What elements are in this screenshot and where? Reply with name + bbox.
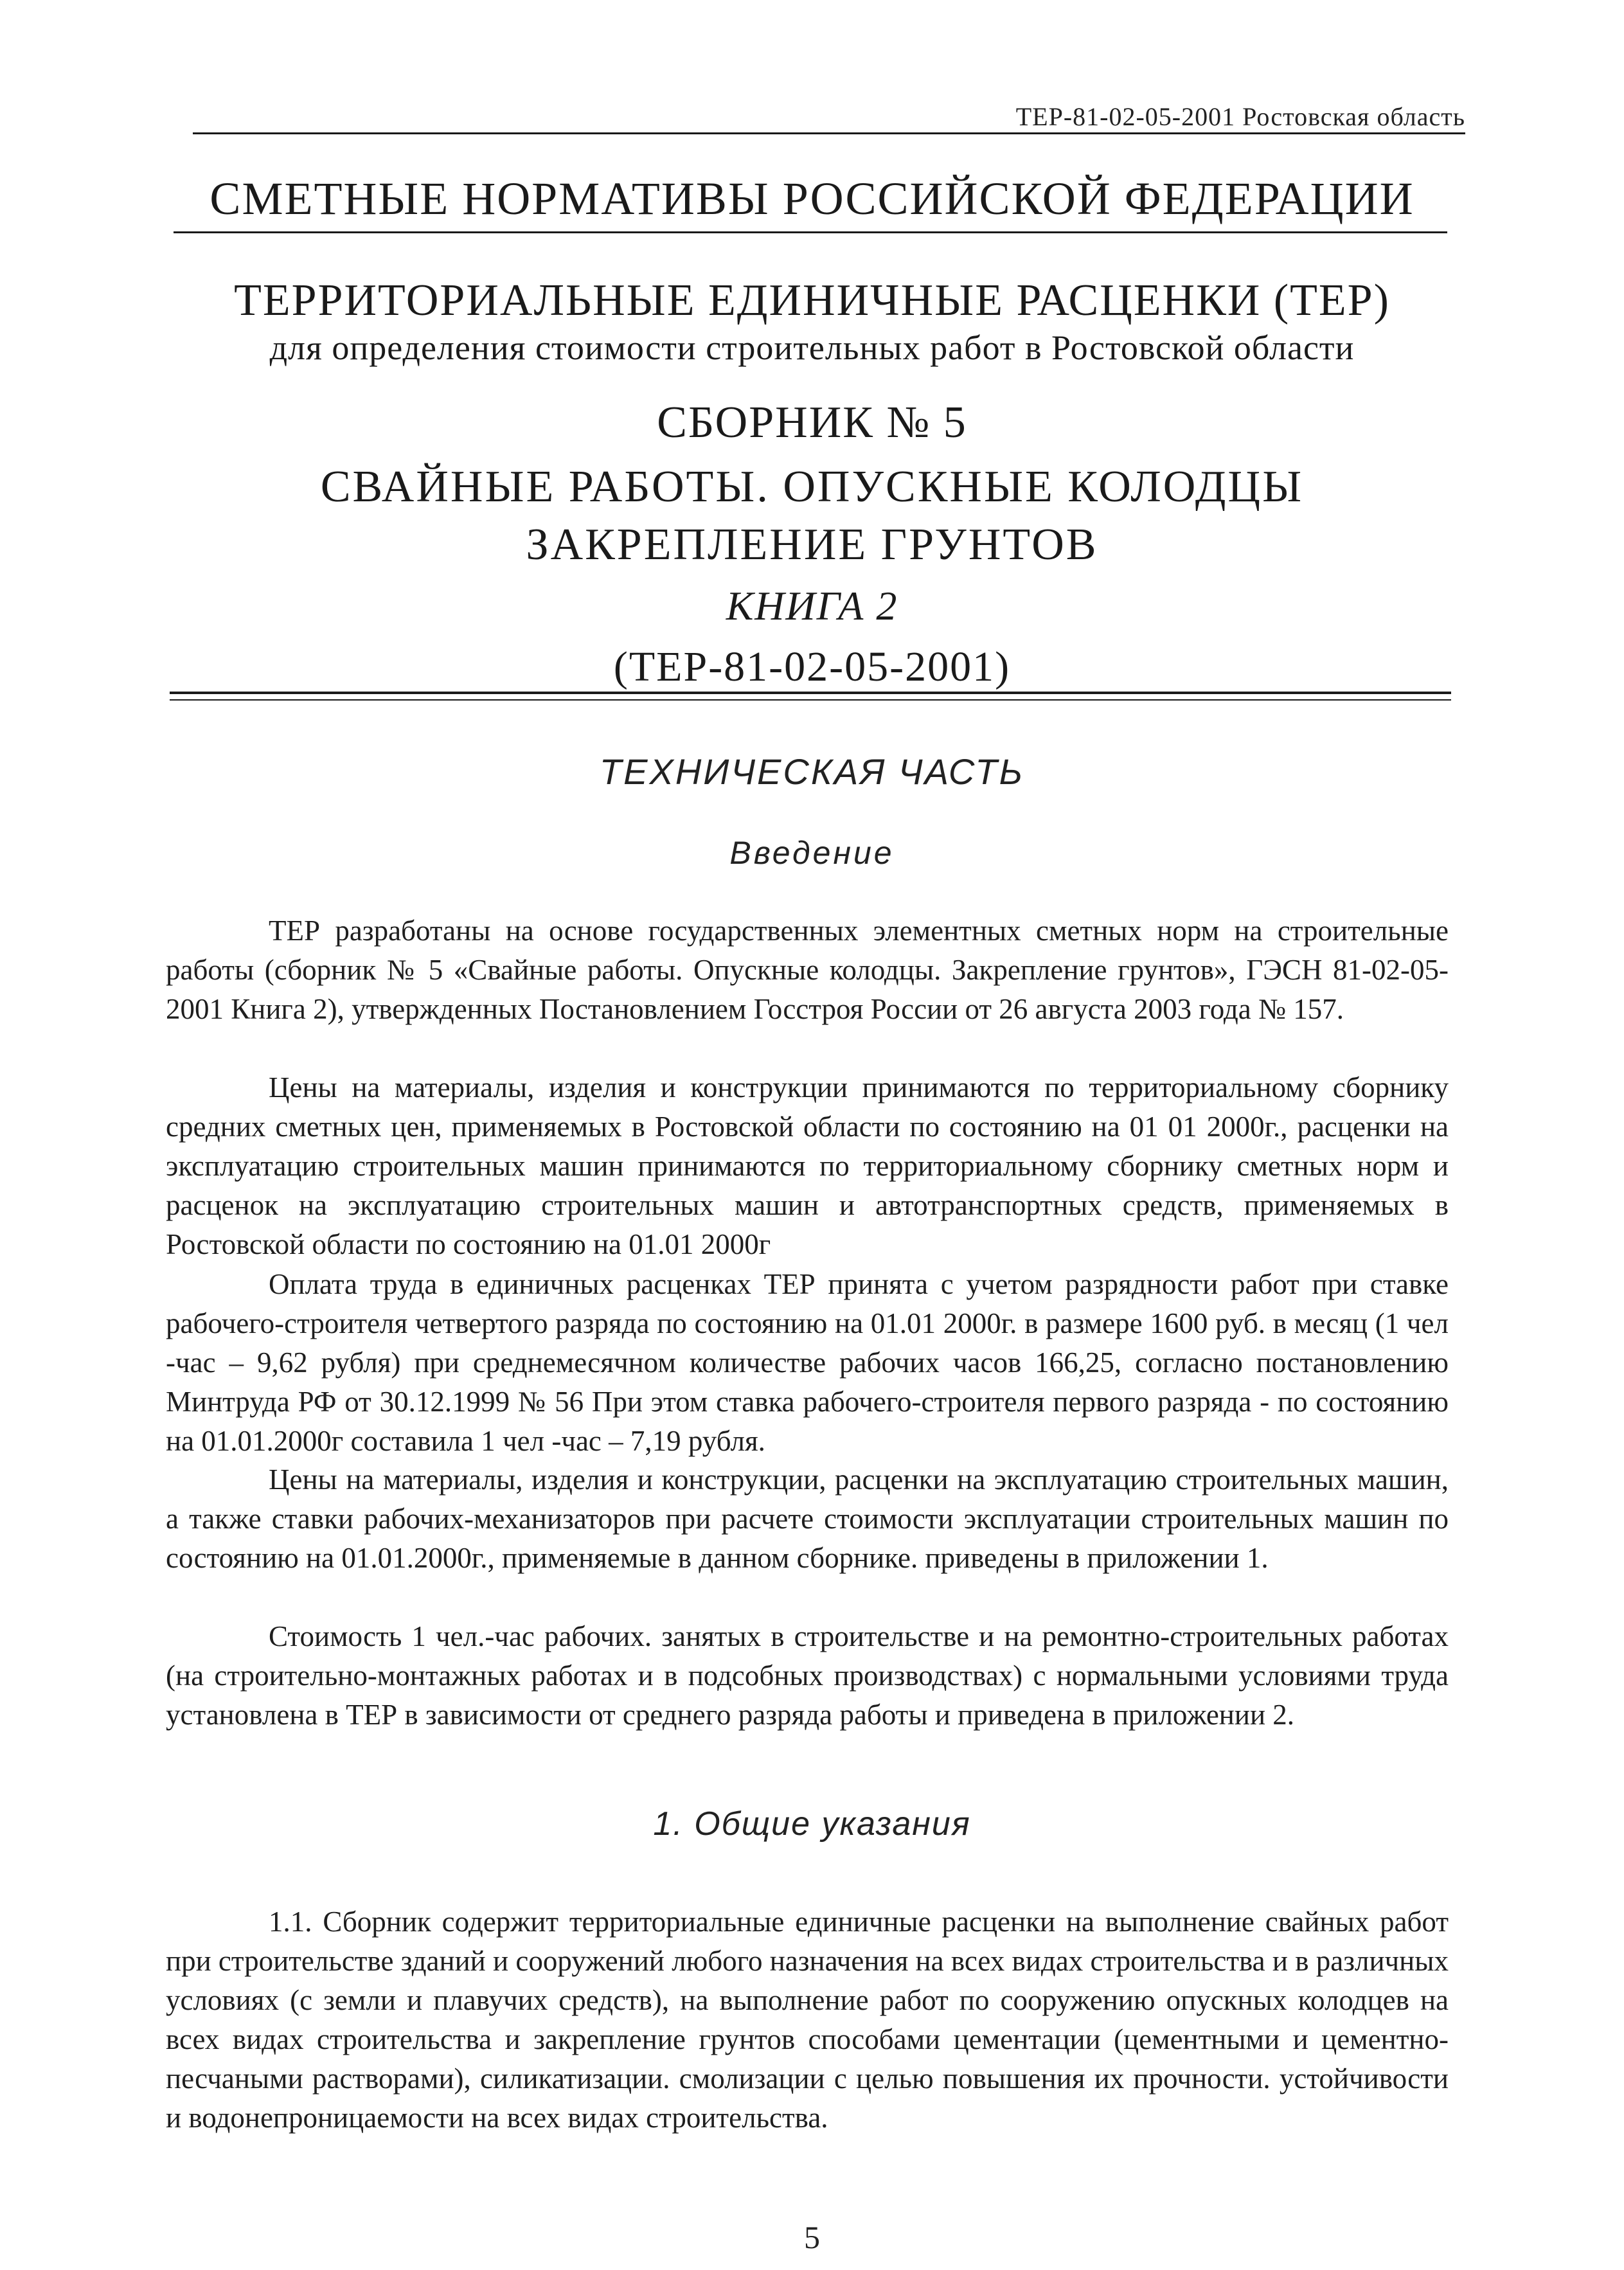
doc-subtitle: для определения стоимости строительных работ в Ростовской области: [269, 328, 1355, 367]
paragraph: Цены на материалы, изделия и конструкции, расценки на эксплуатацию строительных машин, а также ставки рабочих-механизаторов при расчете стоимости эксплуатации строительных машин по состоянию на 01.01.2000г., применяемые в данном сборнике. приведены в приложении 1.: [166, 1463, 1449, 1574]
book-label: КНИГА 2: [726, 583, 898, 629]
collection-title-1: СВАЙНЫЕ РАБОТЫ. ОПУСКНЫЕ КОЛОДЦЫ: [320, 462, 1304, 512]
running-header: ТЕР-81-02-05-2001 Ростовская область: [1015, 102, 1465, 131]
header-rule: [193, 132, 1465, 134]
title-rule: [174, 231, 1447, 233]
page-number: 5: [804, 2219, 820, 2255]
paragraph: ТЕР разработаны на основе государственных элементных сметных норм на строительные работы (сборник № 5 «Свайные работы. Опускные колодцы. Закрепление грунтов», ГЭСН 81-02-05-2001 Книга 2), утвержденных Постановлением Госстроя России от 26 августа 2003 года № 157.: [166, 915, 1449, 1025]
paragraph: 1.1. Сборник содержит территориальные единичные расценки на выполнение свайных работ при строительстве зданий и сооружений любого назначения на всех видах строительства и в различных условиях (с земли и плавучих средств), на выполнение работ по сооружению опускных колодцев на всех видах строительства и закрепление грунтов способами цементации (цементными и цементно-песчаными растворами), силикатизации. смолизации с целью повышения их прочности. устойчивости и водонепроницаемости на всех видах строительства.: [166, 1906, 1449, 2134]
section-heading-technical: ТЕХНИЧЕСКАЯ ЧАСТЬ: [599, 751, 1025, 792]
double-rule-top: [170, 692, 1451, 694]
section-heading-intro: Введение: [729, 835, 895, 871]
paragraph: Оплата труда в единичных расценках ТЕР принята с учетом разрядности работ при ставке рабочего-строителя четвертого разряда по состоянию на 01.01 2000г. в размере 1600 руб. в месяц (1 чел -час – 9,62 рубля) при среднемесячном количестве рабочих часов 166,25, согласно постановлению Минтруда РФ от 30.12.1999 № 56 При этом ставка рабочего-строителя первого разряда - по состоянию на 01.01.2000г составила 1 чел -час – 7,19 рубля.: [166, 1268, 1449, 1457]
section-heading-general: 1. Общие указания: [653, 1805, 971, 1843]
doc-title-line2: ТЕРРИТОРИАЛЬНЫЕ ЕДИНИЧНЫЕ РАСЦЕНКИ (ТЕР): [234, 276, 1390, 325]
collection-number: СБОРНИК № 5: [657, 398, 967, 447]
paragraph: Цены на материалы, изделия и конструкции принимаются по территориальному сборнику средних сметных цен, применяемых в Ростовской области по состоянию на 01 01 2000г., расценки на эксплуатацию строительных машин принимаются по территориальному сборнику сметных норм и расценок на эксплуатацию строительных машин и автотранспортных средств, применяемых в Ростовской области по состоянию на 01.01 2000г: [166, 1071, 1449, 1260]
paragraph: Стоимость 1 чел.-час рабочих. занятых в строительстве и на ремонтно-строительных работах (на строительно-монтажных работах и в подсобных производствах) с нормальными условиями труда установлена в ТЕР в зависимости от среднего разряда работы и приведена в приложении 2.: [166, 1620, 1449, 1731]
double-rule-bottom: [170, 699, 1451, 701]
doc-code: (ТЕР-81-02-05-2001): [613, 643, 1011, 690]
collection-title-2: ЗАКРЕПЛЕНИЕ ГРУНТОВ: [526, 520, 1098, 569]
doc-title-line1: СМЕТНЫЕ НОРМАТИВЫ РОССИЙСКОЙ ФЕДЕРАЦИИ: [210, 173, 1414, 224]
